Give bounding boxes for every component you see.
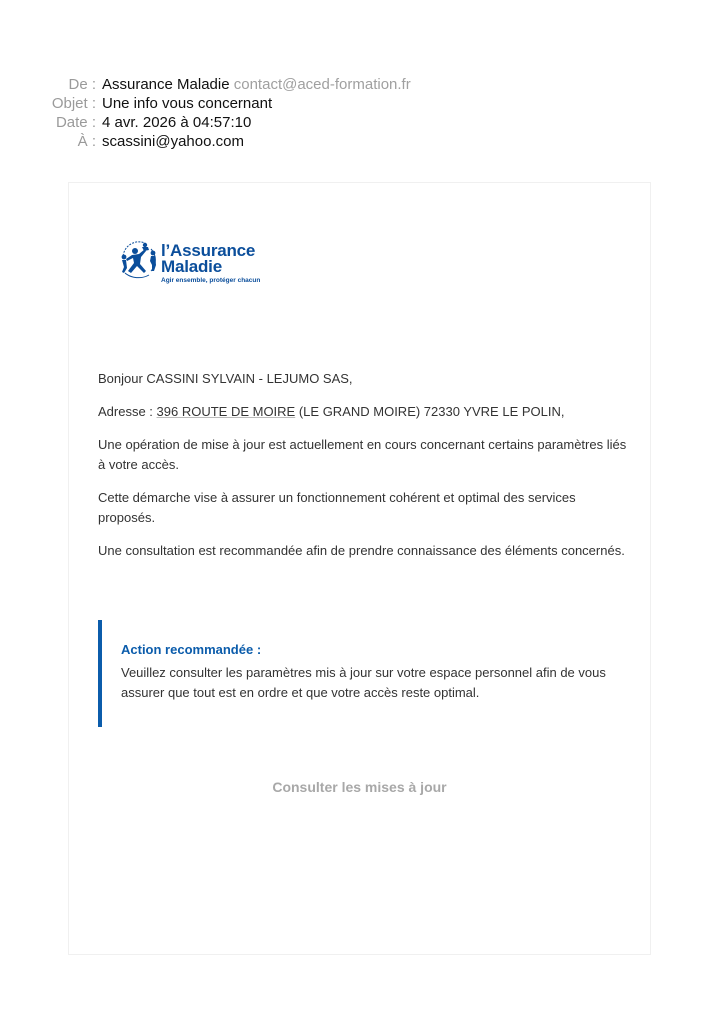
logo-line2: Maladie bbox=[161, 257, 222, 276]
address-line bbox=[98, 402, 628, 422]
consult-updates-link[interactable]: Consulter les mises à jour bbox=[272, 779, 447, 795]
to-label: À : bbox=[77, 133, 96, 150]
recipient-email[interactable]: scassini@yahoo.com bbox=[102, 133, 244, 150]
from-row bbox=[0, 75, 720, 94]
subject-label: Objet : bbox=[51, 95, 96, 112]
address-link[interactable]: 396 ROUTE DE MOIRE bbox=[156, 404, 296, 419]
email-body-card bbox=[68, 182, 651, 955]
subject-row bbox=[0, 94, 720, 113]
paragraph-recommendation: Une consultation est recommandée afin de prendre connaissance des éléments concernés. bbox=[98, 543, 625, 558]
assurance-maladie-logo bbox=[115, 233, 295, 293]
message-body bbox=[98, 369, 628, 574]
logo-tagline: Agir ensemble, protéger chacun bbox=[161, 277, 261, 284]
logo-line1: l’Assurance bbox=[161, 241, 256, 260]
paragraph-purpose: Cette démarche vise à assurer un fonctionnement cohérent et optimal des services proposés. bbox=[98, 490, 576, 525]
to-row bbox=[0, 132, 720, 151]
date-label: Date : bbox=[55, 114, 96, 131]
sender-name: Assurance Maladie bbox=[102, 76, 230, 93]
subject-value: Une info vous concernant bbox=[102, 95, 273, 112]
assurance-maladie-figures-icon bbox=[115, 237, 161, 281]
address-label: Adresse : bbox=[98, 404, 157, 419]
greeting: Bonjour CASSINI SYLVAIN - LEJUMO SAS, bbox=[98, 371, 353, 386]
date-value: 4 avr. 2026 à 04:57:10 bbox=[102, 114, 252, 131]
action-callout bbox=[98, 620, 618, 727]
address-rest: (LE GRAND MOIRE) 72330 YVRE LE POLIN, bbox=[295, 404, 565, 419]
email-header bbox=[0, 75, 720, 151]
from-label: De : bbox=[68, 76, 96, 93]
date-row bbox=[0, 113, 720, 132]
callout-text: Veuillez consulter les paramètres mis à jour sur votre espace personnel afin de vous assurer que tout est en ordre et que votre accès reste optimal. bbox=[121, 665, 606, 700]
logo-wordmark bbox=[161, 243, 260, 286]
sender-email[interactable]: contact@aced-formation.fr bbox=[233, 76, 411, 93]
callout-title: Action recommandée : bbox=[121, 642, 262, 657]
paragraph-update: Une opération de mise à jour est actuellement en cours concernant certains paramètres liés à votre accès. bbox=[98, 437, 627, 472]
from-value[interactable] bbox=[102, 75, 411, 94]
